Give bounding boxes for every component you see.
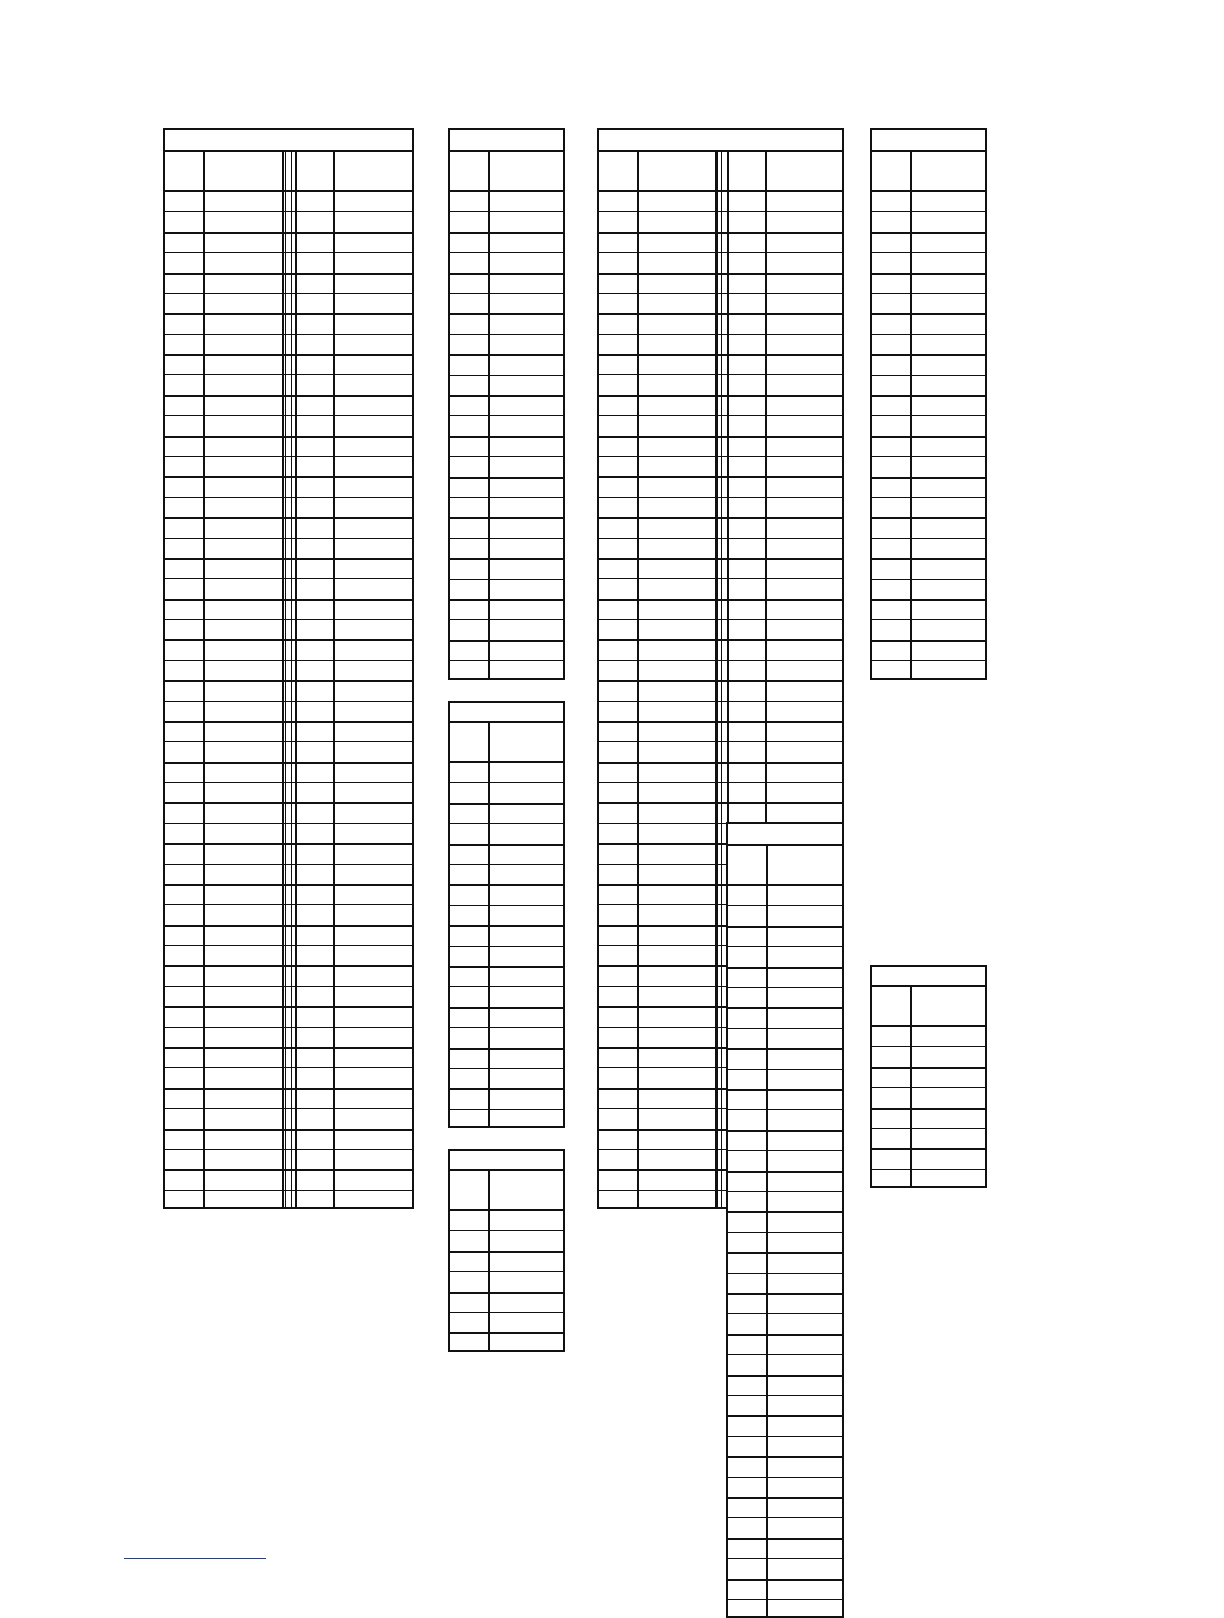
row-divider <box>872 354 985 356</box>
group-separator <box>285 152 292 1207</box>
row-divider <box>728 1150 842 1151</box>
column-divider <box>488 723 490 1126</box>
table-h <box>870 965 987 1188</box>
row-divider <box>450 640 563 642</box>
row-divider <box>728 967 842 969</box>
row-divider <box>450 803 563 805</box>
row-divider <box>450 864 563 865</box>
row-divider <box>728 1395 842 1396</box>
table-title <box>728 824 842 846</box>
row-divider <box>450 946 563 947</box>
row-divider <box>728 1109 842 1110</box>
row-divider <box>728 1252 842 1254</box>
row-divider <box>450 1027 563 1028</box>
row-divider <box>450 1088 563 1090</box>
row-divider <box>450 986 563 987</box>
row-divider <box>450 1007 563 1009</box>
header-rule <box>450 190 563 192</box>
row-divider <box>728 1130 842 1132</box>
row-divider <box>450 884 563 886</box>
row-divider <box>728 1354 842 1355</box>
row-divider <box>450 538 563 539</box>
row-divider <box>728 1375 842 1377</box>
row-divider <box>728 905 842 906</box>
row-divider <box>872 1067 985 1069</box>
column-divider <box>488 152 490 678</box>
row-divider <box>728 1334 842 1336</box>
row-divider <box>872 293 985 294</box>
row-divider <box>450 823 563 824</box>
table-d <box>448 1149 565 1352</box>
column-divider <box>910 152 912 678</box>
row-divider <box>728 987 842 988</box>
row-divider <box>872 211 985 212</box>
row-divider <box>728 1599 842 1600</box>
footer-rule <box>124 1558 266 1559</box>
row-divider <box>872 252 985 253</box>
row-divider <box>450 558 563 560</box>
row-divider <box>872 1108 985 1110</box>
row-divider <box>872 1169 985 1170</box>
row-divider <box>872 415 985 416</box>
table-title <box>165 130 412 152</box>
row-divider <box>728 1089 842 1091</box>
row-divider <box>450 619 563 620</box>
row-divider <box>728 1007 842 1009</box>
header-rule <box>872 190 985 192</box>
header-rule <box>872 1025 985 1027</box>
column-divider <box>910 987 912 1186</box>
row-divider <box>450 375 563 376</box>
row-divider <box>450 293 563 294</box>
row-divider <box>728 1517 842 1518</box>
row-divider <box>872 375 985 376</box>
column-divider <box>282 152 284 1207</box>
row-divider <box>450 1312 563 1313</box>
row-divider <box>450 497 563 498</box>
row-divider <box>450 966 563 968</box>
row-divider <box>872 1148 985 1150</box>
row-divider <box>450 782 563 783</box>
table-title <box>872 967 985 987</box>
row-divider <box>872 619 985 620</box>
row-divider <box>872 456 985 457</box>
row-divider <box>728 1028 842 1029</box>
row-divider <box>450 232 563 234</box>
row-divider <box>728 1171 842 1173</box>
row-divider <box>728 1273 842 1274</box>
row-divider <box>450 925 563 927</box>
column-divider <box>766 846 768 1616</box>
row-divider <box>872 538 985 539</box>
row-divider <box>450 905 563 906</box>
row-divider <box>450 273 563 275</box>
row-divider <box>450 211 563 212</box>
row-divider <box>728 1415 842 1417</box>
row-divider <box>872 313 985 315</box>
row-divider <box>728 1211 842 1213</box>
row-divider <box>728 1456 842 1458</box>
table-title <box>450 1151 563 1171</box>
row-divider <box>872 579 985 580</box>
row-divider <box>450 660 563 661</box>
row-divider <box>872 517 985 519</box>
row-divider <box>450 1271 563 1272</box>
group-separator <box>715 152 722 1207</box>
row-divider <box>872 1046 985 1047</box>
row-divider <box>450 599 563 601</box>
row-divider <box>450 436 563 438</box>
row-divider <box>450 477 563 479</box>
row-divider <box>872 497 985 498</box>
table-a <box>163 128 414 1209</box>
row-divider <box>872 558 985 560</box>
row-divider <box>728 1477 842 1478</box>
row-divider <box>872 232 985 234</box>
row-divider <box>450 456 563 457</box>
table-title <box>872 130 985 152</box>
row-divider <box>872 640 985 642</box>
row-divider <box>450 1292 563 1294</box>
row-divider <box>728 1538 842 1540</box>
header-rule <box>728 884 842 886</box>
row-divider <box>872 1128 985 1129</box>
row-divider <box>450 1230 563 1231</box>
row-divider <box>450 1251 563 1253</box>
header-rule <box>450 761 563 763</box>
row-divider <box>728 1436 842 1437</box>
row-divider <box>728 1558 842 1559</box>
row-divider <box>728 1069 842 1070</box>
row-divider <box>450 517 563 519</box>
table-title <box>450 130 563 152</box>
row-divider <box>450 1048 563 1050</box>
row-divider <box>728 1497 842 1499</box>
table-g <box>726 822 844 1618</box>
row-divider <box>450 354 563 356</box>
row-divider <box>450 1332 563 1334</box>
table-title <box>450 703 563 723</box>
row-divider <box>450 313 563 315</box>
row-divider <box>872 436 985 438</box>
row-divider <box>450 579 563 580</box>
table-c <box>448 701 565 1128</box>
row-divider <box>728 1232 842 1233</box>
row-divider <box>872 599 985 601</box>
row-divider <box>872 660 985 661</box>
table-title <box>599 130 842 152</box>
row-divider <box>872 477 985 479</box>
column-divider <box>333 152 335 1207</box>
row-divider <box>450 252 563 253</box>
row-divider <box>728 926 842 928</box>
row-divider <box>450 844 563 846</box>
row-divider <box>728 1579 842 1581</box>
table-f <box>870 128 987 680</box>
row-divider <box>872 395 985 397</box>
table-b <box>448 128 565 680</box>
row-divider <box>872 273 985 275</box>
row-divider <box>450 334 563 335</box>
column-divider <box>488 1171 490 1350</box>
row-divider <box>450 1109 563 1110</box>
column-divider <box>203 152 205 1207</box>
row-divider <box>450 1068 563 1069</box>
column-divider <box>295 152 297 1207</box>
row-divider <box>728 1191 842 1192</box>
row-divider <box>872 1087 985 1088</box>
row-divider <box>728 946 842 947</box>
row-divider <box>450 415 563 416</box>
row-divider <box>728 1048 842 1050</box>
row-divider <box>728 1293 842 1295</box>
row-divider <box>872 334 985 335</box>
row-divider <box>450 395 563 397</box>
header-rule <box>450 1209 563 1211</box>
column-divider <box>637 152 639 1207</box>
row-divider <box>728 1313 842 1314</box>
